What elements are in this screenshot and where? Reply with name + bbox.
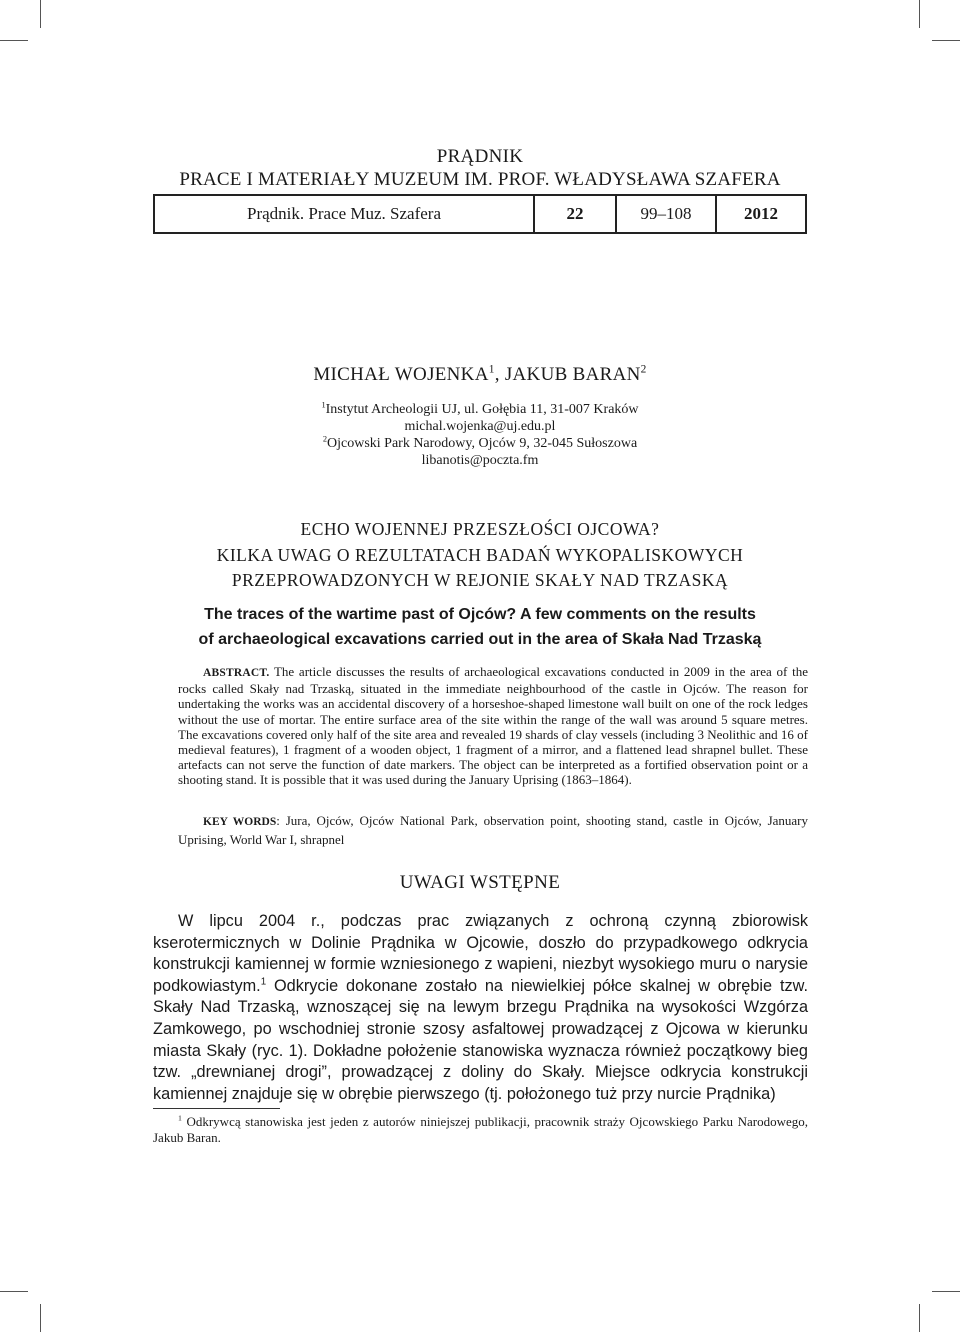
title-en-line-1: The traces of the wartime past of Ojców? A few comments on the results	[204, 606, 756, 623]
journal-abbrev: Prądnik. Prace Muz. Szafera	[154, 195, 534, 233]
footnote-1-text: Odkrywcą stanowiska jest jeden z autorów niniejszej publikacji, pracownik straży Ojcowskiego Parku Narodowego, Jakub Baran.	[153, 1114, 808, 1145]
abstract	[178, 664, 808, 788]
title-pl-line-3: PRZEPROWADZONYCH W REJONIE SKAŁY NAD TRZASKĄ	[231, 570, 729, 590]
author-2: JAKUB BARAN	[504, 364, 641, 385]
footnote-ref-1[interactable]: 1	[260, 976, 267, 988]
crop-mark-bottom-right-h	[932, 1291, 960, 1292]
crop-mark-top-left	[40, 0, 41, 28]
crop-mark-bottom-right	[919, 1304, 920, 1332]
affiliation-1-text: Instytut Archeologii UJ, ul. Gołębia 11, 31-007 Kraków	[325, 402, 639, 417]
keywords-label: KEY WORDS	[203, 816, 277, 828]
email-2: libanotis@poczta.fm	[421, 453, 539, 468]
footnote-rule	[153, 1108, 280, 1109]
journal-pages: 99–108	[616, 195, 716, 233]
author-separator: ,	[494, 364, 505, 385]
crop-mark-top-right	[919, 0, 920, 28]
crop-mark-bottom-left-h	[0, 1291, 28, 1292]
title-en-line-2: of archaeological excavations carried out in the area of Skała Nad Trzaską	[198, 631, 762, 648]
affiliation-1	[0, 401, 960, 418]
body-p1-part-a: W lipcu 2004 r., podczas prac związanych z ochroną czynną zbiorowisk kserotermicznych w Dolinie Prądnika w Ojcowie, doszło do przypadkowego odkrycia konstrukcji kamiennej w formie wzniesionego z wapieni, niezbyt wysokiego muru o narysie podkowiastym.	[153, 912, 808, 995]
author-2-mark: 2	[640, 363, 647, 376]
crop-mark-bottom-left	[40, 1304, 41, 1332]
authors-line	[0, 364, 960, 386]
crop-mark-top-right-h	[932, 40, 960, 41]
journal-volume: 22	[534, 195, 616, 233]
body-text	[153, 911, 808, 1105]
footnote-1-mark: 1	[178, 1113, 182, 1123]
keywords	[178, 812, 808, 848]
email-1: michal.wojenka@uj.edu.pl	[404, 419, 556, 434]
journal-name: PRĄDNIK	[436, 146, 524, 167]
affiliation-2	[0, 435, 960, 452]
title-pl-line-1: ECHO WOJENNEJ PRZESZŁOŚCI OJCOWA?	[300, 519, 660, 539]
keywords-text: : Jura, Ojców, Ojców National Park, observation point, shooting stand, castle in Ojców, January Uprising, World War I, shrapnel	[178, 813, 808, 847]
author-1-mark: 1	[488, 363, 495, 376]
body-p1-part-b: Odkrycie dokonane zostało na niewielkiej półce skalnej w obrębie tzw. Skały Nad Trzaską, wznoszącej się na lewym brzegu Prądnika na wysokości Wzgórza Zamkowego, po wschodniej stronie szosy asfaltowej prowadzącej z Ojcowa w kierunku miasta Skały (ryc. 1). Dokładne położenie stanowiska wyznacza również początkowy bieg tzw. „drewnianej drogi”, prowadzącej z doliny do Skały. Miejsce odkrycia konstrukcji kamiennej znajduje się w obrębie pierwszego (tj. położonego tuż przy nurcie Prądnika)	[153, 976, 808, 1103]
section-heading: UWAGI WSTĘPNE	[399, 872, 561, 893]
affiliation-2-mark: 2	[322, 434, 327, 444]
footnote-1	[153, 1114, 808, 1146]
title-pl-line-2: KILKA UWAG O REZULTATACH BADAŃ WYKOPALISKOWYCH	[216, 545, 744, 565]
citation-table	[153, 194, 807, 234]
body-paragraph-1	[153, 911, 808, 1105]
author-1: MICHAŁ WOJENKA	[313, 364, 489, 385]
abstract-label: ABSTRACT.	[203, 667, 270, 679]
journal-full-title: PRACE I MATERIAŁY MUZEUM IM. PROF. WŁADYSŁAWA SZAFERA	[179, 169, 781, 190]
affiliation-1-mark: 1	[321, 400, 326, 410]
crop-mark-top-left-h	[0, 40, 28, 41]
abstract-text: The article discusses the results of archaeological excavations conducted in 2009 in the area of the rocks called Skały nad Trzaską, situated in the immediate neighbourhood of the castle in Ojców. The reason for undertaking the works was an accidental discovery of a horseshoe-shaped limestone wall built on one of the rock ledges without the use of mortar. The entire surface area of the site within the range of the wall was around 5 square metres. The excavations covered only half of the site area and revealed 19 shards of clay vessels (including 3 Neolithic and 16 of medieval features), 1 fragment of a wooden object, 1 fragment of a mirror, and a flattened lead shrapnel bullet. These artefacts can not serve the function of date markers. The object can be interpreted as a fortified observation point or a shooting stand. It is possible that it was used during the January Uprising (1863–1864).	[178, 664, 808, 788]
journal-year: 2012	[716, 195, 806, 233]
affiliation-2-text: Ojcowski Park Narodowy, Ojców 9, 32-045 Sułoszowa	[327, 436, 638, 451]
